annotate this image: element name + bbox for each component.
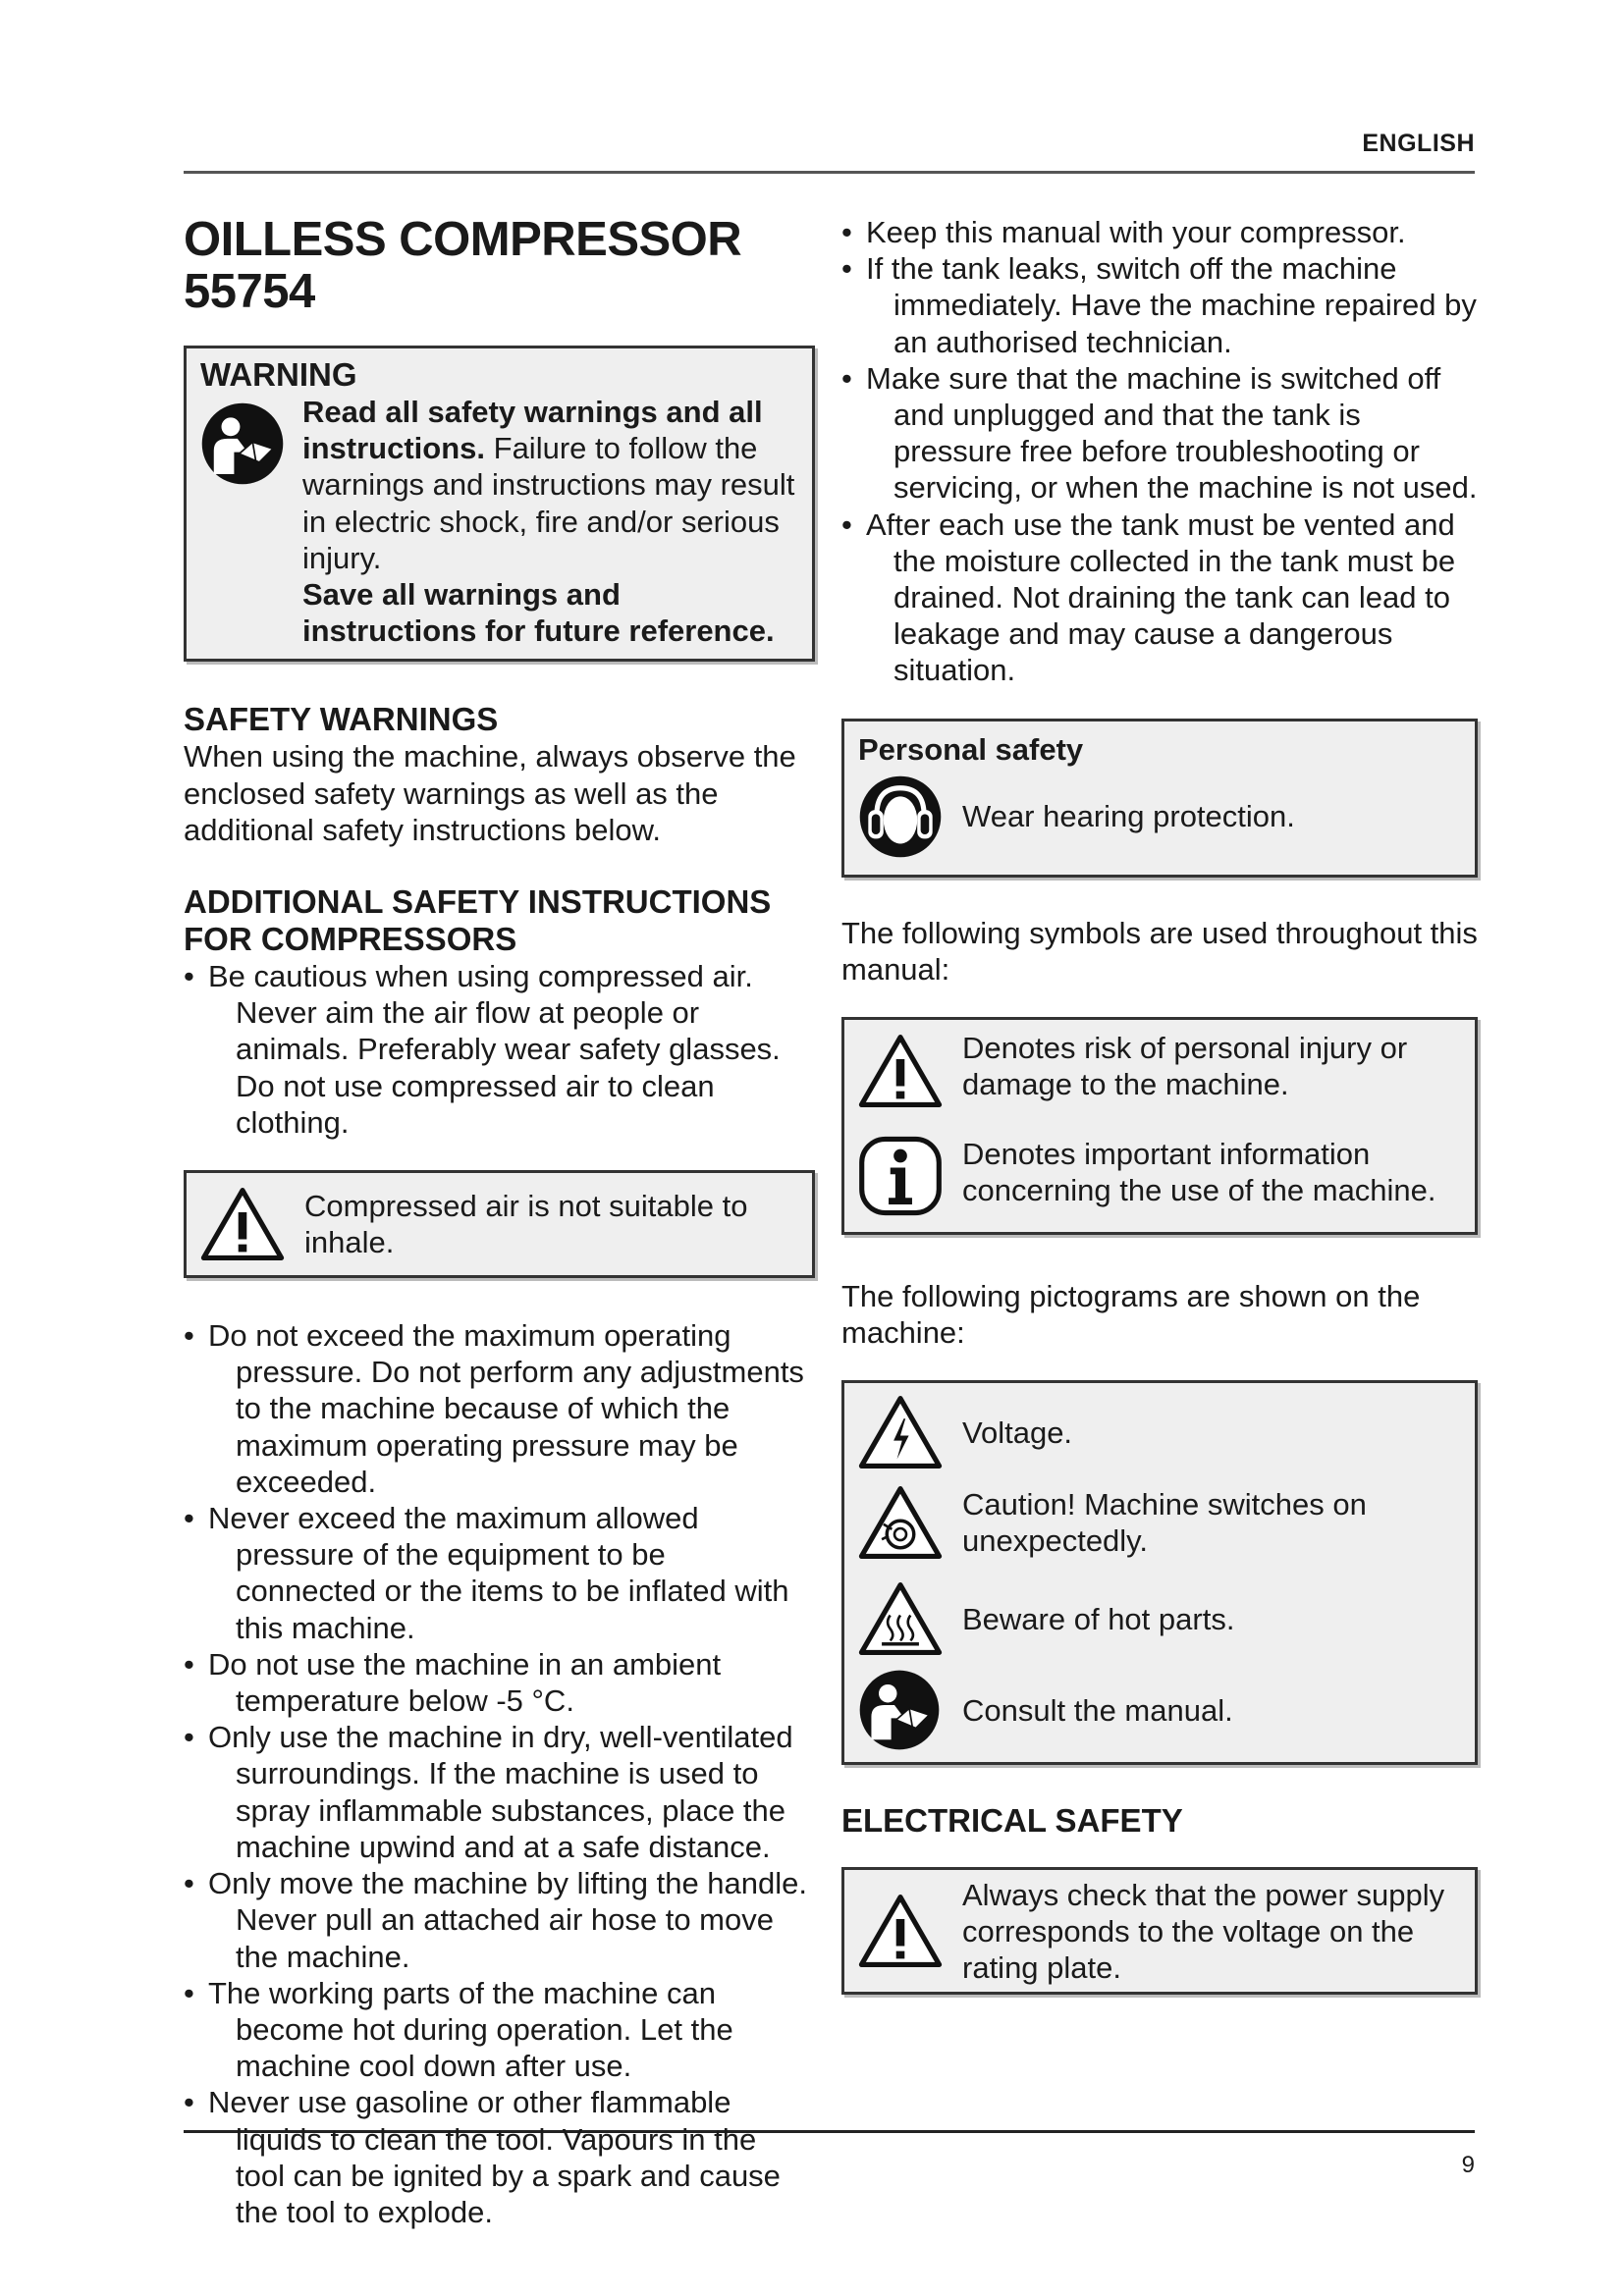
list-item: • After each use the tank must be vented and the moisture collected in the tank must be drained. Not draining the tank can lead to leakage and may cause a dangerous situation. (841, 507, 1478, 689)
warning-triangle-icon (858, 1894, 962, 1968)
left-column (184, 214, 812, 2230)
additional-instructions-heading: ADDITIONAL SAFETY INSTRUCTIONS FOR COMPRESSORS (184, 883, 772, 958)
symbol-row (858, 1136, 1461, 1216)
voltage-icon (858, 1395, 962, 1469)
pictogram-row (858, 1391, 1461, 1473)
hot-surface-icon (858, 1581, 962, 1656)
personal-safety-heading: Personal safety (858, 731, 1084, 767)
warning-box (184, 346, 815, 662)
list-item: • If the tank leaks, switch off the machine immediately. Have the machine repaired by an authorised technician. (841, 250, 1478, 360)
symbols-intro: The following symbols are used throughout this manual: (841, 915, 1478, 987)
symbols-box (841, 1017, 1478, 1235)
auto-start-icon (858, 1485, 962, 1560)
list-item: • Only move the machine by lifting the handle. Never pull an attached air hose to move the machine. (184, 1865, 812, 1975)
hearing-protection-icon (858, 774, 962, 859)
list-item: • Only use the machine in dry, well-ventilated surroundings. If the machine is used to spray inflammable substances, place the machine upwind and at a safe distance. (184, 1719, 812, 1865)
list-item: • Keep this manual with your compressor. (841, 214, 1478, 250)
list-item: • The working parts of the machine can become hot during operation. Let the machine cool down after use. (184, 1975, 812, 2085)
safety-warnings-heading: SAFETY WARNINGS (184, 701, 499, 738)
document-title (184, 214, 812, 318)
list-item: • Do not exceed the maximum operating pressure. Do not perform any adjustments to the machine because of which the maximum operating pressure may be exceeded. (184, 1317, 812, 1500)
pictogram-row (858, 1666, 1461, 1754)
warning-save-text: Save all warnings and instructions for future reference. (302, 577, 775, 649)
personal-safety-text: Wear hearing protection. (962, 799, 1295, 834)
safety-warnings-text: When using the machine, always observe the enclosed safety warnings as well as the additional safety instructions below. (184, 739, 796, 847)
symbol-row (858, 1030, 1461, 1108)
inhale-warning-text: Compressed air is not suitable to inhale. (304, 1188, 748, 1260)
right-column (841, 214, 1478, 1995)
electrical-safety-text: Always check that the power supply corresponds to the voltage on the rating plate. (962, 1877, 1445, 1986)
inhale-warning-box (184, 1170, 815, 1278)
pictogram-text: Caution! Machine switches on unexpectedly. (962, 1487, 1367, 1559)
symbol-text: Denotes risk of personal injury or damage to the machine. (962, 1031, 1408, 1102)
symbol-text: Denotes important information concerning the use of the machine. (962, 1137, 1436, 1208)
pictogram-row (858, 1572, 1461, 1666)
electrical-safety-box (841, 1867, 1478, 1995)
read-manual-icon (858, 1669, 962, 1751)
list-item: • Do not use the machine in an ambient temperature below -5 °C. (184, 1646, 812, 1719)
warning-text: Failure to follow the warnings and instructions may result in electric shock, fire and/or serious injury. (302, 431, 795, 575)
warning-triangle-icon (858, 1030, 962, 1108)
read-manual-icon (200, 394, 291, 486)
language-label: ENGLISH (1362, 130, 1475, 157)
pictogram-row (858, 1473, 1461, 1572)
title-line-1: OILLESS COMPRESSOR (184, 213, 742, 266)
list-item: • Make sure that the machine is switched off and unplugged and that the tank is pressure free before troubleshooting or servicing, or when the machine is not used. (841, 360, 1478, 507)
pictograms-box (841, 1380, 1478, 1765)
list-item: • Be cautious when using compressed air. Never aim the air flow at people or animals. Preferably wear safety glasses. Do not use compressed air to clean clothing. (184, 958, 812, 1141)
warning-heading: WARNING (200, 356, 357, 393)
info-icon (858, 1136, 962, 1216)
list-item: • Never exceed the maximum allowed pressure of the equipment to be connected or the items to be inflated with this machine. (184, 1500, 812, 1646)
pictogram-text: Consult the manual. (962, 1692, 1233, 1728)
list-item: • Never use gasoline or other flammable liquids to clean the tool. Vapours in the tool can be ignited by a spark and cause the tool to explode. (184, 2084, 812, 2230)
bullet-list-1 (184, 958, 812, 1141)
right-bullet-list (841, 214, 1478, 689)
header-rule (184, 171, 1475, 174)
warning-bold-text: Read all safety warnings and all instructions. (302, 395, 763, 466)
pictograms-intro: The following pictograms are shown on the machine: (841, 1279, 1421, 1351)
page-number: 9 (1461, 2152, 1475, 2178)
electrical-safety-heading: ELECTRICAL SAFETY (841, 1802, 1183, 1840)
warning-triangle-icon (200, 1187, 304, 1261)
pictogram-text: Beware of hot parts. (962, 1601, 1235, 1636)
bullet-list-2 (184, 1317, 812, 2230)
pictogram-text: Voltage. (962, 1415, 1073, 1450)
personal-safety-box (841, 719, 1478, 878)
title-model-number: 55754 (184, 265, 315, 318)
